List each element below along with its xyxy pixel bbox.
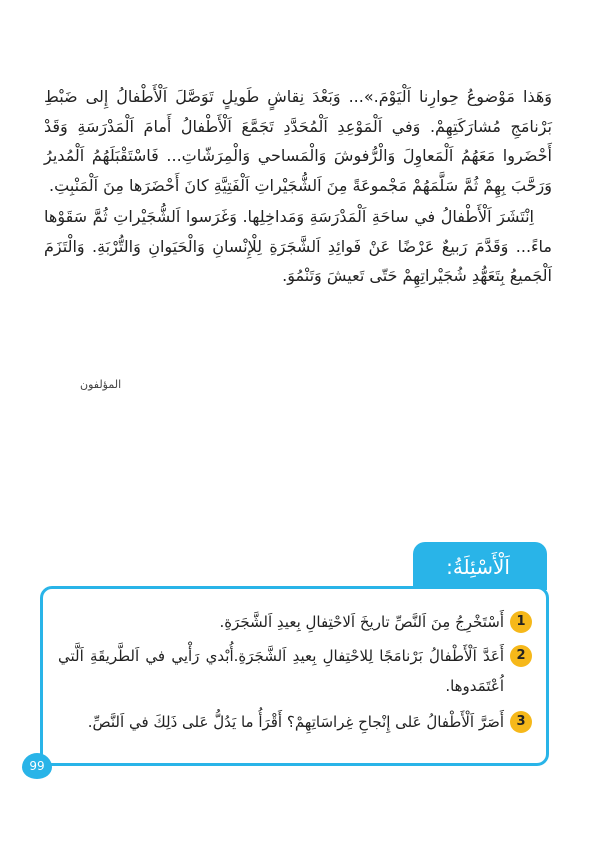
question-item xyxy=(58,641,532,701)
question-text: أَسْتَخْرِجُ مِنَ اَلنَّصِّ تاريخَ اَلاحْتِفالِ بِعيدِ اَلشَّجَرَةِ. xyxy=(219,613,504,631)
question-number-badge: 1 xyxy=(510,611,532,633)
question-number-badge: 3 xyxy=(510,711,532,733)
passage-paragraph-2: اِنْتَشَرَ اَلْأَطْفالُ في ساحَةِ اَلْمَدْرَسَةِ وَمَداخِلِها. وَغَرَسوا اَلشُّجَيْراتِ ثُمَّ سَقَوْها ماءً... وَقَدَّمَ رَبيعٌ عَرْضًا عَنْ فَوائِدِ اَلشَّجَرَةِ لِلْإِنْسانِ وَالْحَيَوانِ وَالتُّرْبَةِ. وَالْتَزَمَ اَلْجَميعُ بِتَعَهُّدِ شُجَيْراتِهِمْ حَتّى تَعيشَ وَتَنْمُوَ. xyxy=(44,207,552,285)
questions-title: اَلْأَسْئِلَةُ: xyxy=(446,555,510,579)
passage-paragraph-1: وَهَذا مَوْضوعُ حِوارِنا اَلْيَوْمَ.»... وَبَعْدَ نِقاشٍ طَويلٍ تَوَصَّلَ اَلْأَطْفالُ إِلى ضَبْطِ بَرْنامَجِ مُشارَكَتِهِمْ. وَفي اَلْمَوْعِدِ اَلْمُحَدَّدِ تَجَمَّعَ اَلْأَطْفالُ أَمامَ اَلْمَدْرَسَةِ وَقَدْ أَحْضَروا مَعَهُمُ اَلْمَعاوِلَ وَالْرُّفوشَ وَالْمَساحي وَالْمِرَشّاتِ... فَاسْتَقْبَلَهُمُ اَلْمُديرُ وَرَحَّبَ بِهِمْ ثُمَّ سَلَّمَهُمْ مَجْموعَةً مِنَ اَلشُّجَيْراتِ اَلْفَتِيَّةِ كانَ أَحْضَرَها مِنَ اَلْمَنْبِتِ. xyxy=(44,87,552,195)
question-item xyxy=(58,607,532,637)
question-text: أَصَرَّ اَلْأَطْفالُ عَلى إِنْجاحِ غِراسَاتِهِمْ؟ أَقْرَأُ ما يَدُلُّ عَلى ذَلِكَ في اَلنَّصِّ. xyxy=(87,713,504,731)
reading-passage xyxy=(44,82,552,291)
author-credit: المؤلفون xyxy=(80,378,122,391)
question-number-badge: 2 xyxy=(510,645,532,667)
question-item xyxy=(58,707,532,737)
question-text: أَعَدَّ اَلْأَطْفالُ بَرْنامَجًا لِلاحْتِفالِ بِعيدِ اَلشَّجَرَةِ.أُبْدي رَأْيي في اَلطَّريقَةِ اَلَّتي اُعْتَمَدوها. xyxy=(58,647,504,695)
page-number-badge: 99 xyxy=(22,753,52,779)
questions-box xyxy=(40,586,549,766)
